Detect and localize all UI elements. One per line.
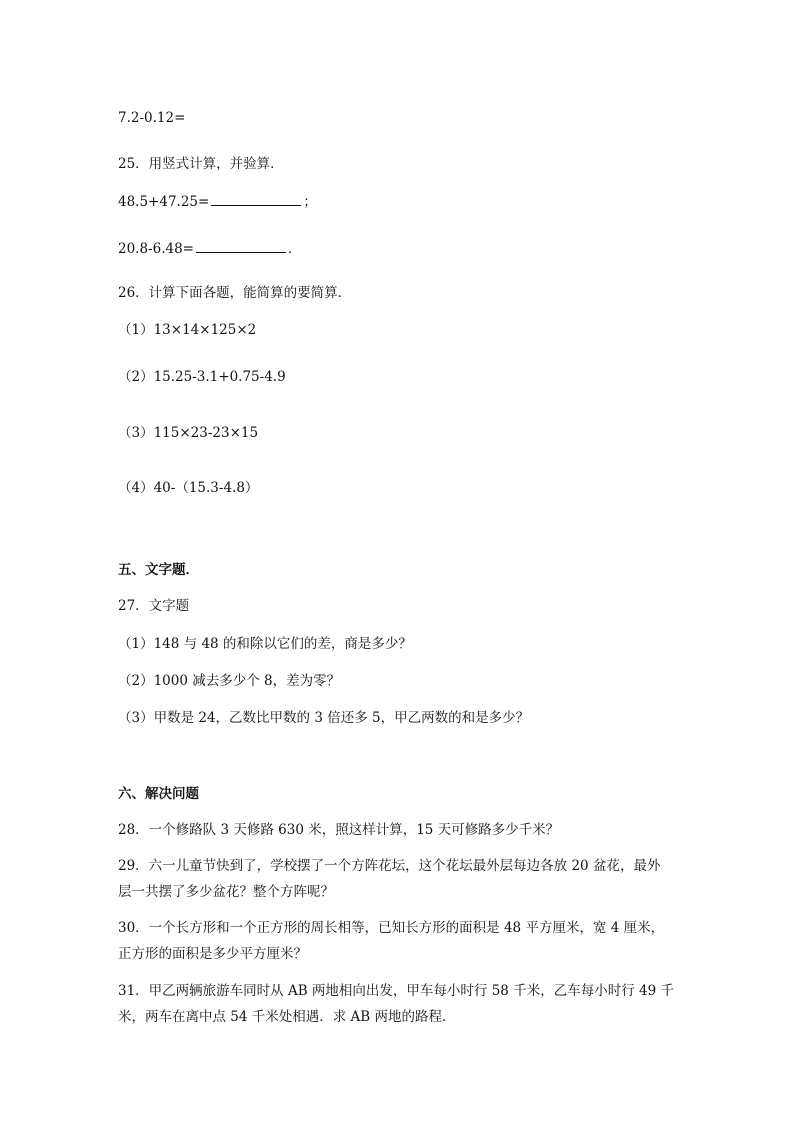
q24-expression: 7.2-0.12=: [118, 110, 186, 126]
q25-a-suffix: ；: [303, 194, 317, 210]
q25-line-b: [118, 240, 302, 259]
section-5-heading: 五、文字题．: [118, 562, 199, 578]
q26-item: （1）13×14×125×2: [118, 322, 257, 338]
q29-text-line1: 29．六一儿童节快到了，学校摆了一个方阵花坛，这个花坛最外层每边各放 20 盆花，最外: [118, 858, 661, 874]
answer-blank[interactable]: [196, 240, 286, 253]
q25-title: 25．用竖式计算，并验算．: [118, 156, 284, 172]
section-6-heading: 六、解决问题: [118, 786, 199, 802]
q28-text: 28．一个修路队 3 天修路 630 米，照这样计算，15 天可修路多少千米？: [118, 822, 560, 838]
q26-item: （2）15.25-3.1+0.75-4.9: [118, 369, 286, 385]
q31-text-line2: 米，两车在离中点 54 千米处相遇．求 AB 两地的路程．: [118, 1009, 456, 1025]
q29-text-line2: 层一共摆了多少盆花？整个方阵呢？: [118, 884, 334, 900]
q27-item: （2）1000 减去多少个 8，差为零？: [118, 673, 341, 689]
q25-line-a: [118, 193, 317, 212]
q26-item: （3）115×23-23×15: [118, 425, 259, 441]
q30-text-line1: 30．一个长方形和一个正方形的周长相等，已知长方形的面积是 48 平方厘米，宽 4 厘米，: [118, 920, 665, 936]
q27-title: 27．文字题: [118, 598, 190, 614]
q26-item: （4）40-（15.3-4.8）: [118, 480, 259, 496]
q25-b-expression: 20.8-6.48=: [118, 241, 194, 257]
q27-item: （3）甲数是 24，乙数比甲数的 3 倍还多 5，甲乙两数的和是多少？: [118, 710, 530, 726]
answer-blank[interactable]: [211, 193, 301, 206]
q25-b-suffix: ．: [288, 241, 302, 257]
q30-text-line2: 正方形的面积是多少平方厘米？: [118, 946, 307, 962]
q26-title: 26．计算下面各题，能简算的要简算．: [118, 285, 352, 301]
q27-item: （1）148 与 48 的和除以它们的差，商是多少？: [118, 636, 412, 652]
q31-text-line1: 31．甲乙两辆旅游车同时从 AB 两地相向出发，甲车每小时行 58 千米，乙车每小时行 49 千: [118, 983, 674, 999]
q25-a-expression: 48.5+47.25=: [118, 194, 210, 210]
